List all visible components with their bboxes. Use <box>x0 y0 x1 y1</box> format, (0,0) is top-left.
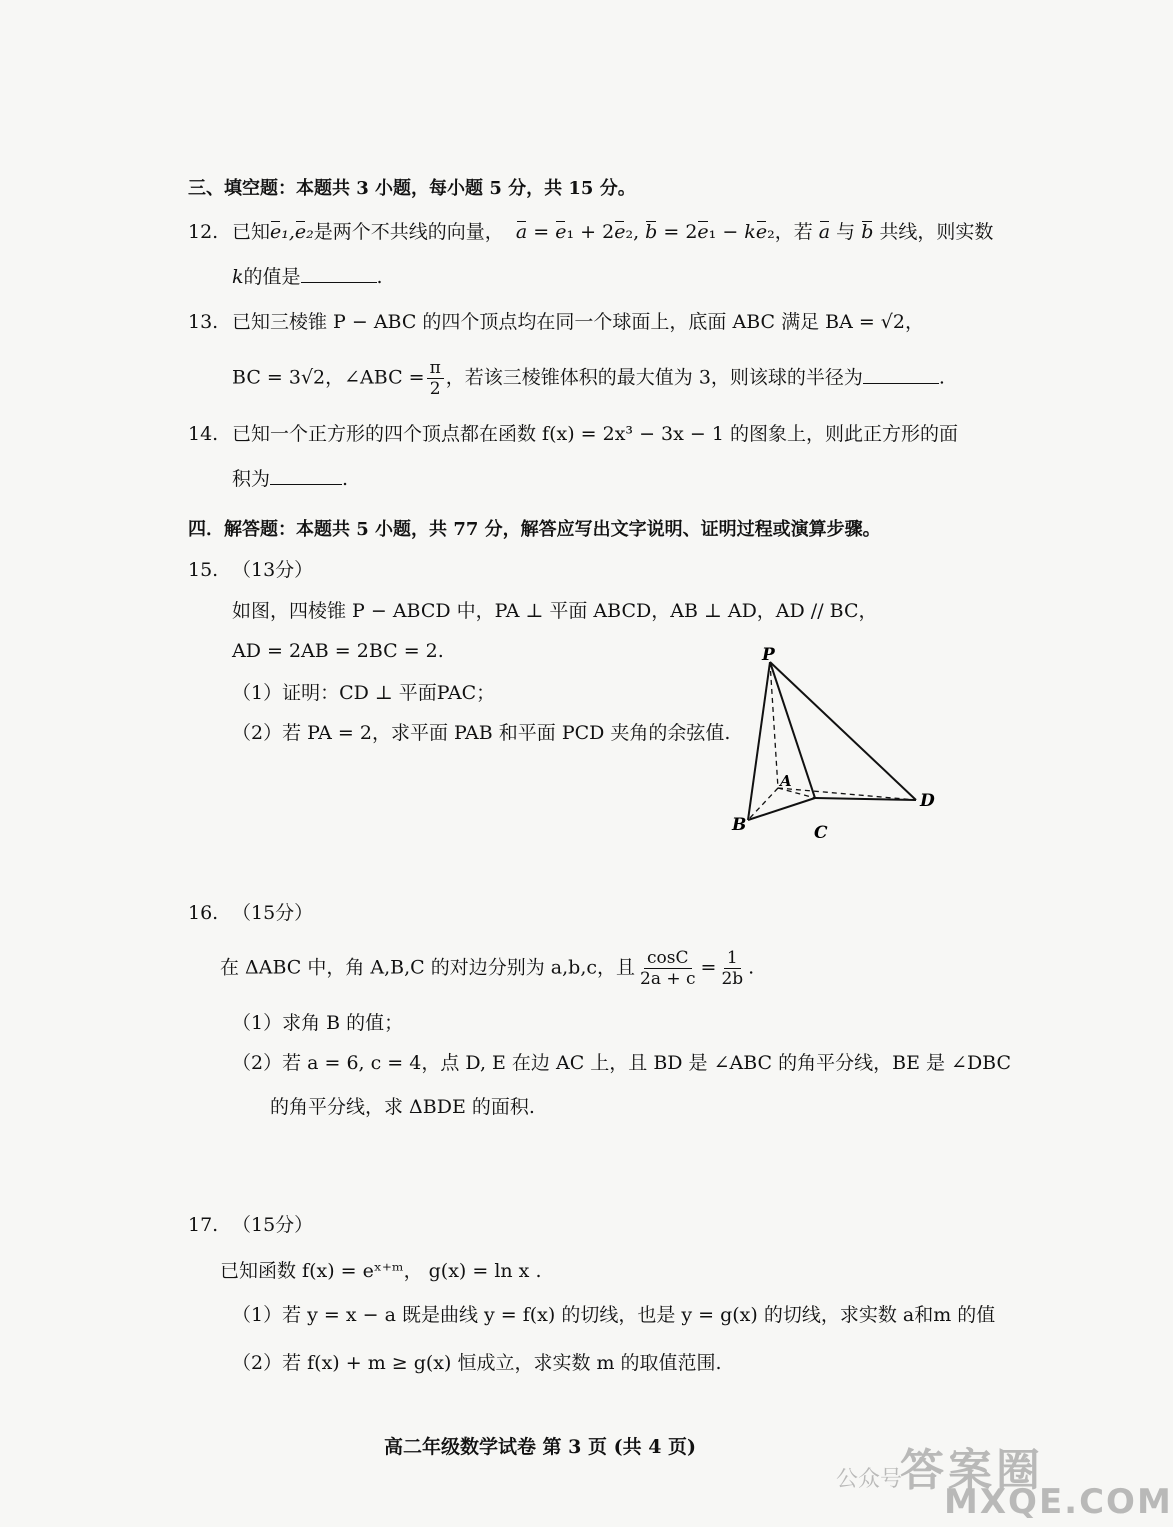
question-13-line-1: 13. 已知三棱锥 P − ABC 的四个顶点均在同一个球面上，底面 ABC 满足 BA = √2， <box>188 311 925 333</box>
question-13-line-2: BC = 3√2，∠ABC = $\frac{\pi}{2}$ ，若该三棱锥体积的最大值为 3，则该球的半径为 . <box>232 358 945 399</box>
label-p: P <box>762 645 775 665</box>
question-12-line-2: k的值是 . <box>232 266 383 288</box>
fraction-1-over-2b: $\frac{1}{2b}$ <box>721 948 744 989</box>
question-14-line-2: 积为 . <box>232 468 349 490</box>
answer-blank[interactable] <box>301 264 377 283</box>
question-16-part-2: （2）若 a = 6, c = 4，点 D, E 在边 AC 上，且 BD 是 ∠ABC 的角平分线，BE 是 ∠DBC <box>232 1052 1012 1074</box>
question-16-header: 16. （15分） <box>188 902 314 924</box>
fraction-pi-over-2: $\frac{\pi}{2}$ <box>427 358 444 399</box>
watermark-brand: 答案圈 <box>900 1445 1044 1496</box>
section-3-heading: 三、填空题：本题共 3 小题，每小题 5 分，共 15 分。 <box>188 178 636 199</box>
label-b: B <box>732 815 747 835</box>
label-a: A <box>780 772 792 790</box>
question-17-part-1: （1）若 y = x − a 既是曲线 y = f(x) 的切线，也是 y = g(x) 的切线，求实数 a和m 的值 <box>232 1304 996 1326</box>
question-number: 12. <box>188 221 219 243</box>
question-17-part-2: （2）若 f(x) + m ≥ g(x) 恒成立，求实数 m 的取值范围. <box>232 1352 722 1374</box>
page-footer: 高二年级数学试卷 第 3 页 (共 4 页) <box>383 1436 697 1458</box>
label-c: C <box>814 823 828 843</box>
question-number: 17. <box>188 1214 219 1236</box>
question-17-header: 17. （15分） <box>188 1214 314 1236</box>
question-16-part-1: （1）求角 B 的值； <box>232 1012 404 1034</box>
answer-blank[interactable] <box>270 466 342 485</box>
watermark <box>836 1440 1173 1524</box>
question-number: 16. <box>188 902 219 924</box>
pyramid-figure <box>720 640 950 845</box>
label-d: D <box>920 791 935 811</box>
answer-blank[interactable] <box>863 365 939 384</box>
watermark-source: 公众号 <box>836 1467 903 1492</box>
question-16-part-2-cont: 的角平分线，求 ΔBDE 的面积. <box>270 1096 535 1118</box>
question-number: 13. <box>188 311 219 333</box>
question-17-line-1: 已知函数 f(x) = eˣ⁺ᵐ， g(x) = ln x . <box>220 1260 542 1282</box>
fraction-cosc-over-2a-plus-c: $\frac{\cos C}{2a + c}$ <box>640 948 696 989</box>
watermark-site: MXQE.COM <box>944 1482 1173 1522</box>
question-15-line-1: 如图，四棱锥 P − ABCD 中，PA ⊥ 平面 ABCD，AB ⊥ AD，AD // BC， <box>232 600 878 622</box>
question-number: 15. <box>188 559 219 581</box>
question-number: 14. <box>188 423 219 445</box>
question-14-line-1: 14. 已知一个正方形的四个顶点都在函数 f(x) = 2x³ − 3x − 1 的图象上，则此正方形的面 <box>188 423 958 445</box>
question-15-line-2: AD = 2AB = 2BC = 2. <box>232 640 444 662</box>
section-4-heading: 四．解答题：本题共 5 小题，共 77 分，解答应写出文字说明、证明过程或演算步骤。 <box>188 519 881 540</box>
question-16-line-1: 在 ΔABC 中，角 A,B,C 的对边分别为 a,b,c，且 $\frac{\cos C}{2a + c}$ = $\frac{1}{2b}$ . <box>220 948 755 989</box>
question-15-header: 15. （13分） <box>188 559 314 581</box>
question-15-part-1: （1）证明：CD ⊥ 平面PAC； <box>232 682 496 704</box>
question-12-line-1: 12. 已知e₁,e₂是两个不共线的向量， a = e₁ + 2e₂, b = 2e₁ − ke₂，若 a 与 b 共线，则实数 <box>188 221 994 243</box>
question-15-part-2: （2）若 PA = 2，求平面 PAB 和平面 PCD 夹角的余弦值. <box>232 722 731 744</box>
